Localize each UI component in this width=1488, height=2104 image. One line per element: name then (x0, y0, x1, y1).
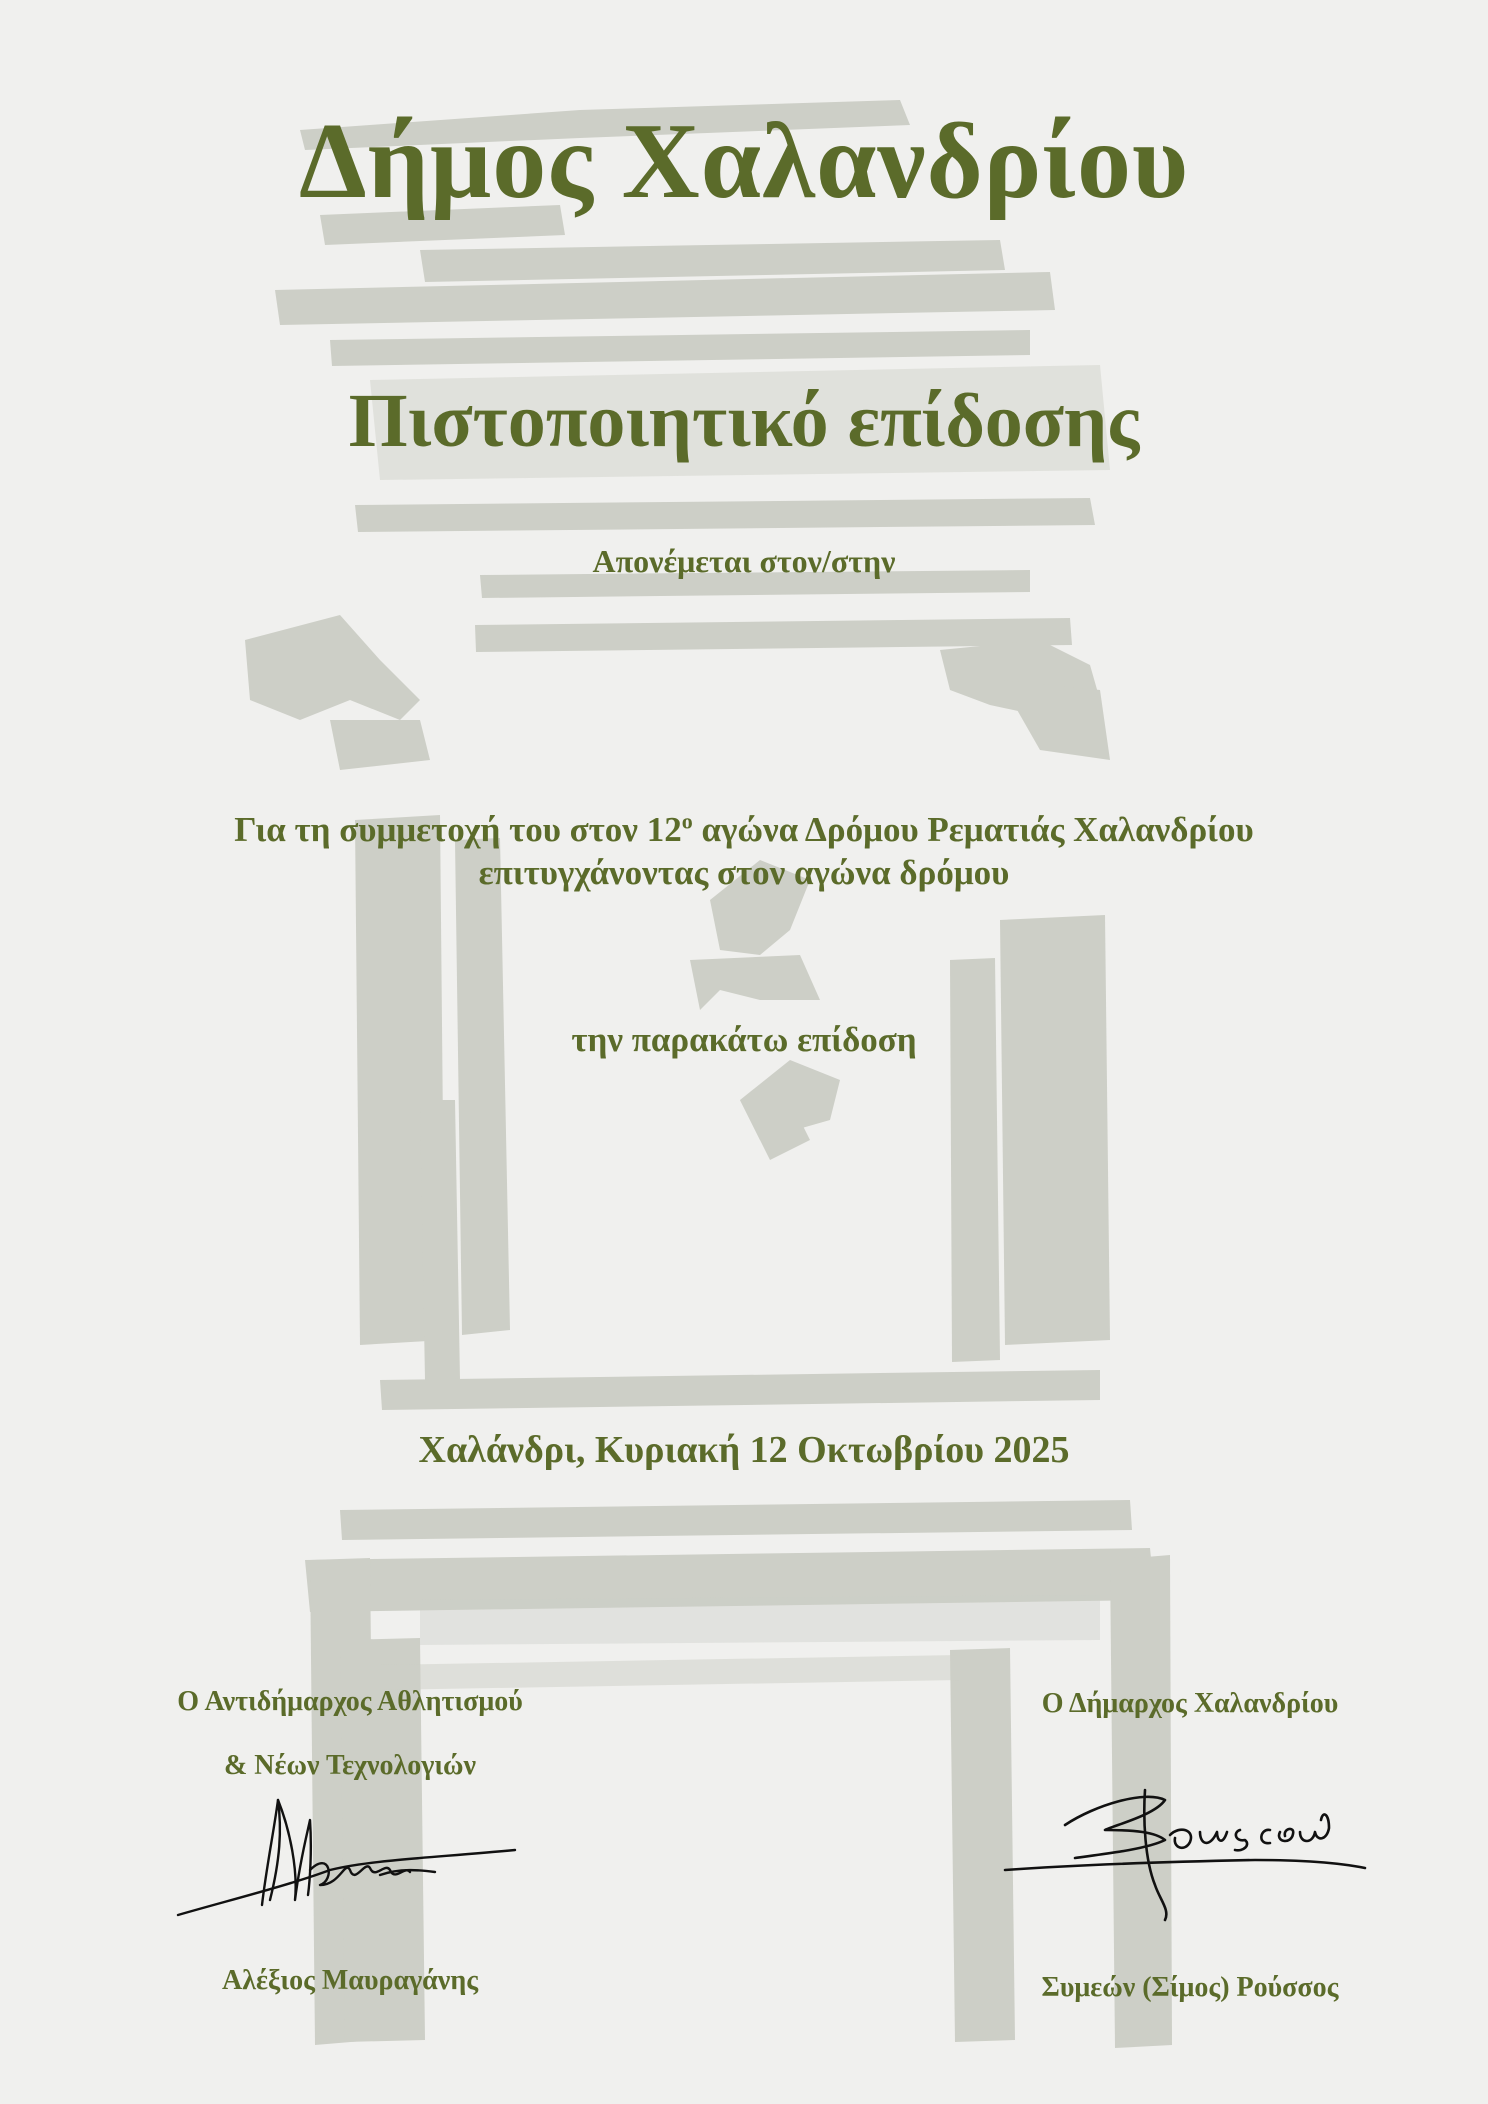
participation-line-1-post: αγώνα Δρόμου Ρεματιάς Χαλανδρίου (692, 810, 1254, 849)
left-role-line-2: & Νέων Τεχνολογιών (223, 1750, 477, 1781)
right-signatory-name: Συμεών (Σίμος) Ρούσσος (1041, 1972, 1339, 2003)
ordinal-superscript: ο (681, 808, 693, 834)
participation-text (0, 808, 1488, 894)
left-signatory-role (100, 1670, 600, 1798)
date-place: Χαλάνδρι, Κυριακή 12 Οκτωβρίου 2025 (418, 1429, 1070, 1471)
performance-label: την παρακάτω επίδοση (571, 1020, 917, 1059)
left-signatory-name: Αλέξιος Μαυραγάνης (221, 1965, 479, 1996)
left-signature-image (170, 1790, 530, 1930)
right-signature-image (995, 1770, 1375, 1930)
left-role-line-1: Ο Αντιδήμαρχος Αθλητισμού (177, 1686, 523, 1717)
participation-line-1-pre: Για τη συμμετοχή του στον 12 (234, 810, 682, 849)
municipality-title: Δήμος Χαλανδρίου (298, 102, 1190, 221)
right-signatory-role: Ο Δήμαρχος Χαλανδρίου (1041, 1688, 1339, 1719)
participation-line-2: επιτυγχάνοντας στον αγώνα δρόμου (478, 853, 1010, 892)
participation-line-1 (0, 808, 1488, 851)
awarded-to-label: Απονέμεται στον/στην (592, 543, 896, 579)
certificate-title: Πιστοποιητικό επίδοσης (348, 379, 1140, 463)
